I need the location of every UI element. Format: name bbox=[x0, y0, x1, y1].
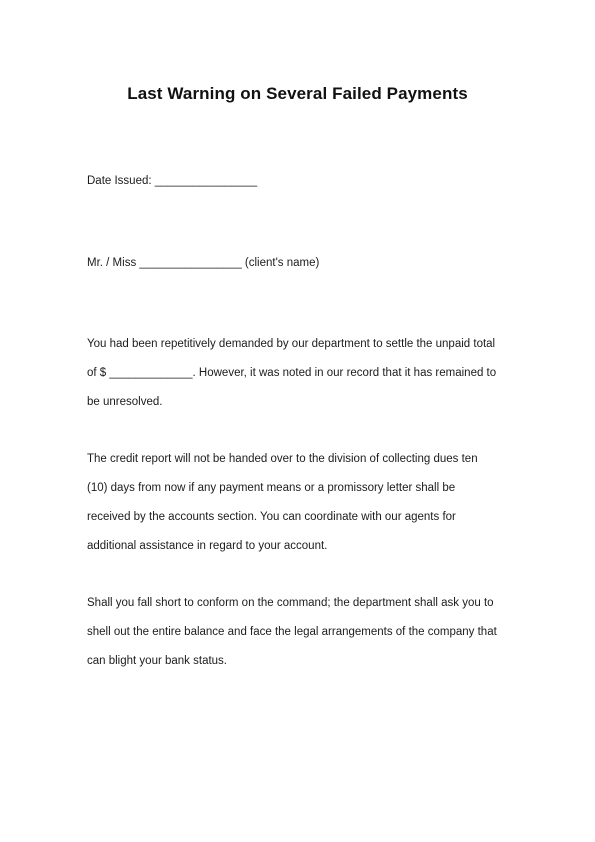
paragraph-line: (10) days from now if any payment means or a promissory letter shall be bbox=[87, 482, 456, 494]
paragraph-line: of $ _____________. However, it was noted in our record that it has remained to bbox=[87, 367, 497, 379]
paragraph-line: You had been repetitively demanded by our department to settle the unpaid total bbox=[87, 338, 496, 350]
document-title: Last Warning on Several Failed Payments bbox=[127, 84, 468, 103]
paragraph-line: shell out the entire balance and face the legal arrangements of the company that bbox=[87, 626, 497, 638]
paragraph-line: be unresolved. bbox=[87, 396, 163, 408]
paragraph-unpaid-total bbox=[87, 330, 517, 417]
paragraph-line: can blight your bank status. bbox=[87, 655, 227, 667]
paragraph-line: additional assistance in regard to your account. bbox=[87, 540, 328, 552]
client-name-line: Mr. / Miss ________________ (client's name) bbox=[87, 257, 320, 269]
paragraph-line: Shall you fall short to conform on the command; the department shall ask you to bbox=[87, 597, 494, 609]
paragraph-credit-report bbox=[87, 445, 517, 561]
paragraph-line: received by the accounts section. You can coordinate with our agents for bbox=[87, 511, 456, 523]
paragraph-line: The credit report will not be handed over to the division of collecting dues ten bbox=[87, 453, 478, 465]
paragraph-legal-arrangements bbox=[87, 589, 517, 676]
date-issued-line: Date Issued: ________________ bbox=[87, 175, 258, 187]
